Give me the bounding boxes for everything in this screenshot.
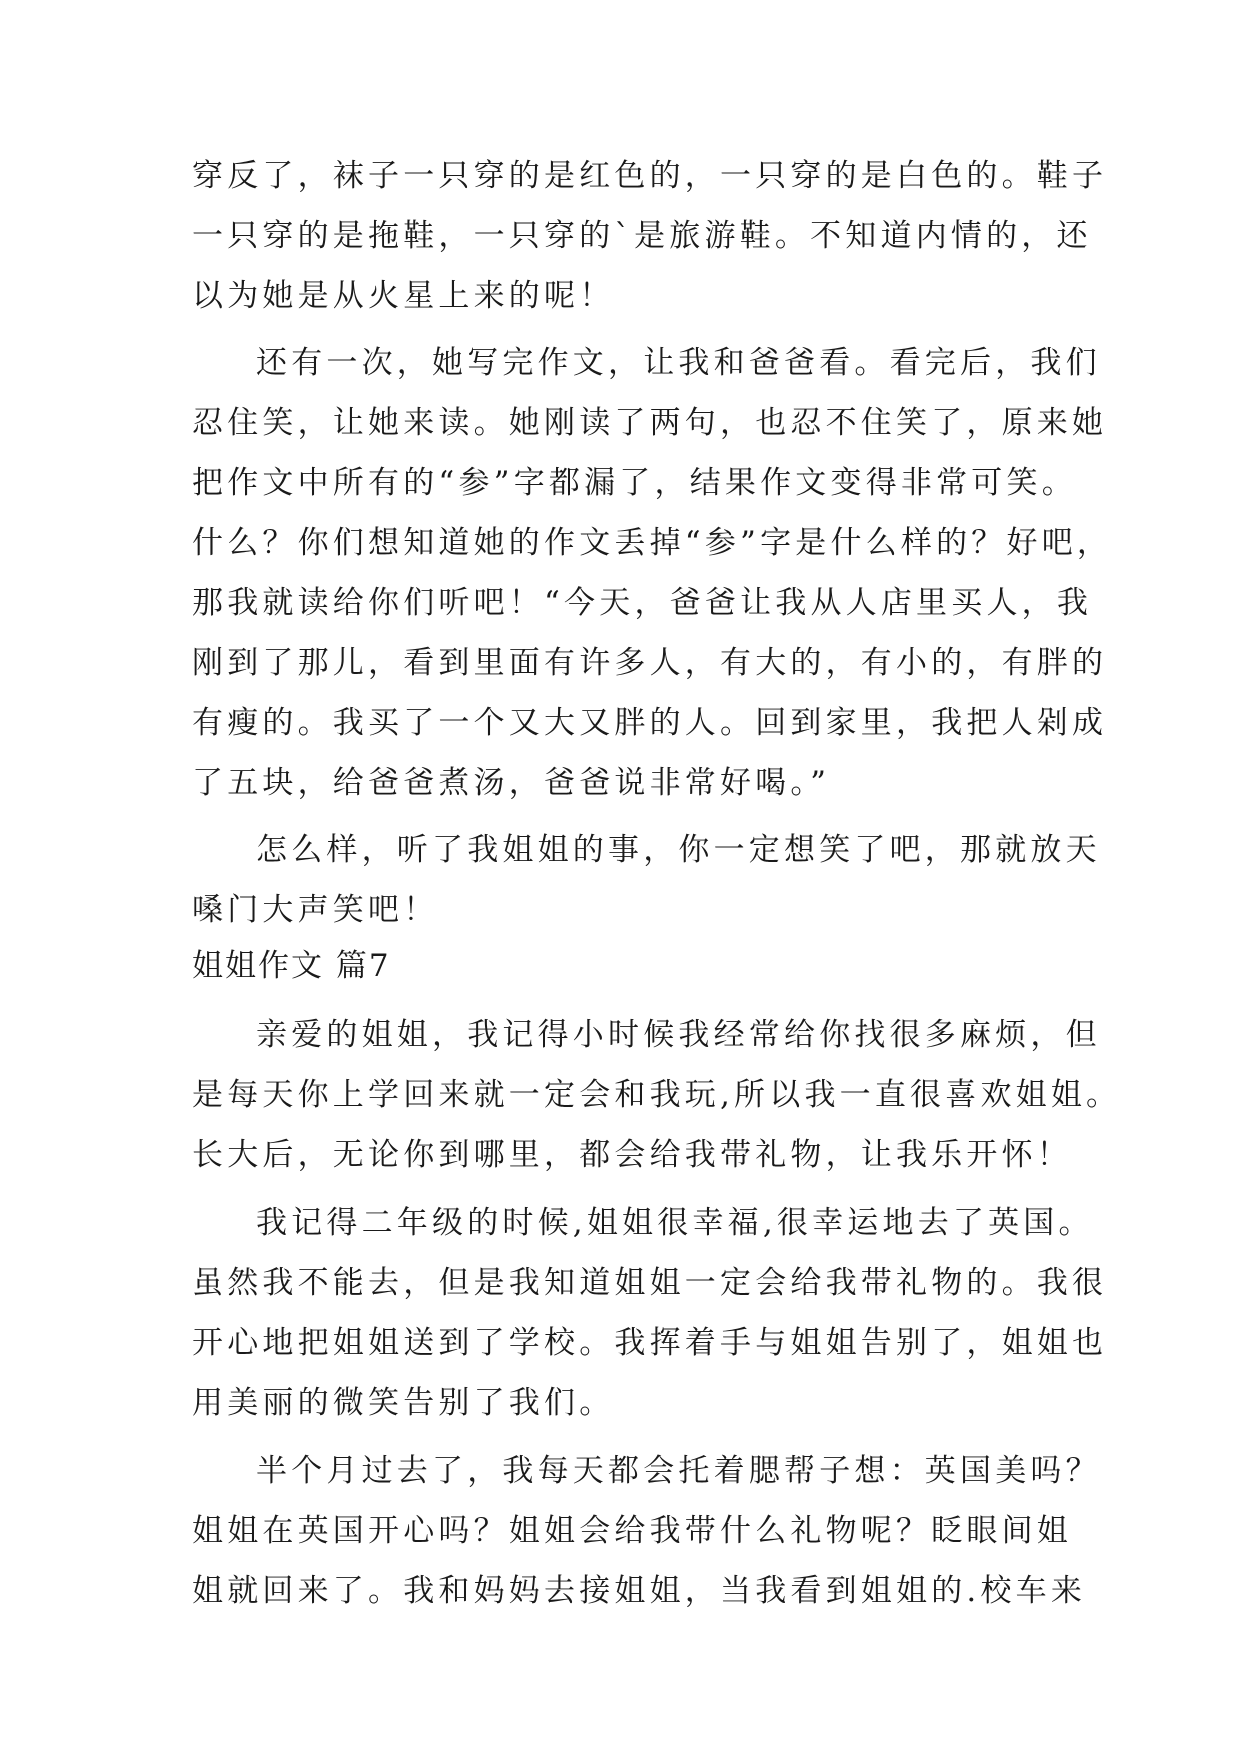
text-line: 那我就读给你们听吧！“今天，爸爸让我从人店里买人，我 <box>192 585 1093 621</box>
section-heading: 姐姐作文 篇7 <box>192 948 391 984</box>
text-line: 什么？你们想知道她的作文丢掉“参”字是什么样的？好吧， <box>192 525 1113 561</box>
text-line: 姐就回来了。我和妈妈去接姐姐，当我看到姐姐的.校车来 <box>192 1573 1087 1609</box>
text-line: 刚到了那儿，看到里面有许多人，有大的，有小的，有胖的 <box>192 645 1108 681</box>
text-line: 用美丽的微笑告别了我们。 <box>192 1385 615 1421</box>
text-line: 一只穿的是拖鞋，一只穿的`是旅游鞋。不知道内情的，还 <box>192 218 1092 254</box>
text-line: 以为她是从火星上来的呢！ <box>192 278 615 314</box>
text-line: 虽然我不能去，但是我知道姐姐一定会给我带礼物的。我很 <box>192 1265 1108 1301</box>
paragraph-first-line: 亲爱的姐姐，我记得小时候我经常给你找很多麻烦，但 <box>256 1017 1101 1053</box>
paragraph-first-line: 怎么样，听了我姐姐的事，你一定想笑了吧，那就放天 <box>256 832 1101 868</box>
text-line: 了五块，给爸爸煮汤，爸爸说非常好喝。” <box>192 765 831 801</box>
text-line: 把作文中所有的“参”字都漏了，结果作文变得非常可笑。 <box>192 465 1077 501</box>
text-line: 穿反了，袜子一只穿的是红色的，一只穿的是白色的。鞋子 <box>192 158 1108 194</box>
text-line: 姐姐在英国开心吗？姐姐会给我带什么礼物呢？眨眼间姐 <box>192 1513 1072 1549</box>
text-line: 有瘦的。我买了一个又大又胖的人。回到家里，我把人剁成 <box>192 705 1108 741</box>
text-line: 开心地把姐姐送到了学校。我挥着手与姐姐告别了，姐姐也 <box>192 1325 1108 1361</box>
paragraph-first-line: 还有一次，她写完作文，让我和爸爸看。看完后，我们 <box>256 345 1101 381</box>
text-line: 忍住笑，让她来读。她刚读了两句，也忍不住笑了，原来她 <box>192 405 1108 441</box>
text-line: 长大后，无论你到哪里，都会给我带礼物，让我乐开怀！ <box>192 1137 1072 1173</box>
paragraph-first-line: 半个月过去了，我每天都会托着腮帮子想：英国美吗？ <box>256 1453 1101 1489</box>
text-line: 嗓门大声笑吧！ <box>192 892 439 928</box>
paragraph-first-line: 我记得二年级的时候,姐姐很幸福,很幸运地去了英国。 <box>256 1205 1094 1241</box>
text-line: 是每天你上学回来就一定会和我玩,所以我一直很喜欢姐姐。 <box>192 1077 1122 1113</box>
